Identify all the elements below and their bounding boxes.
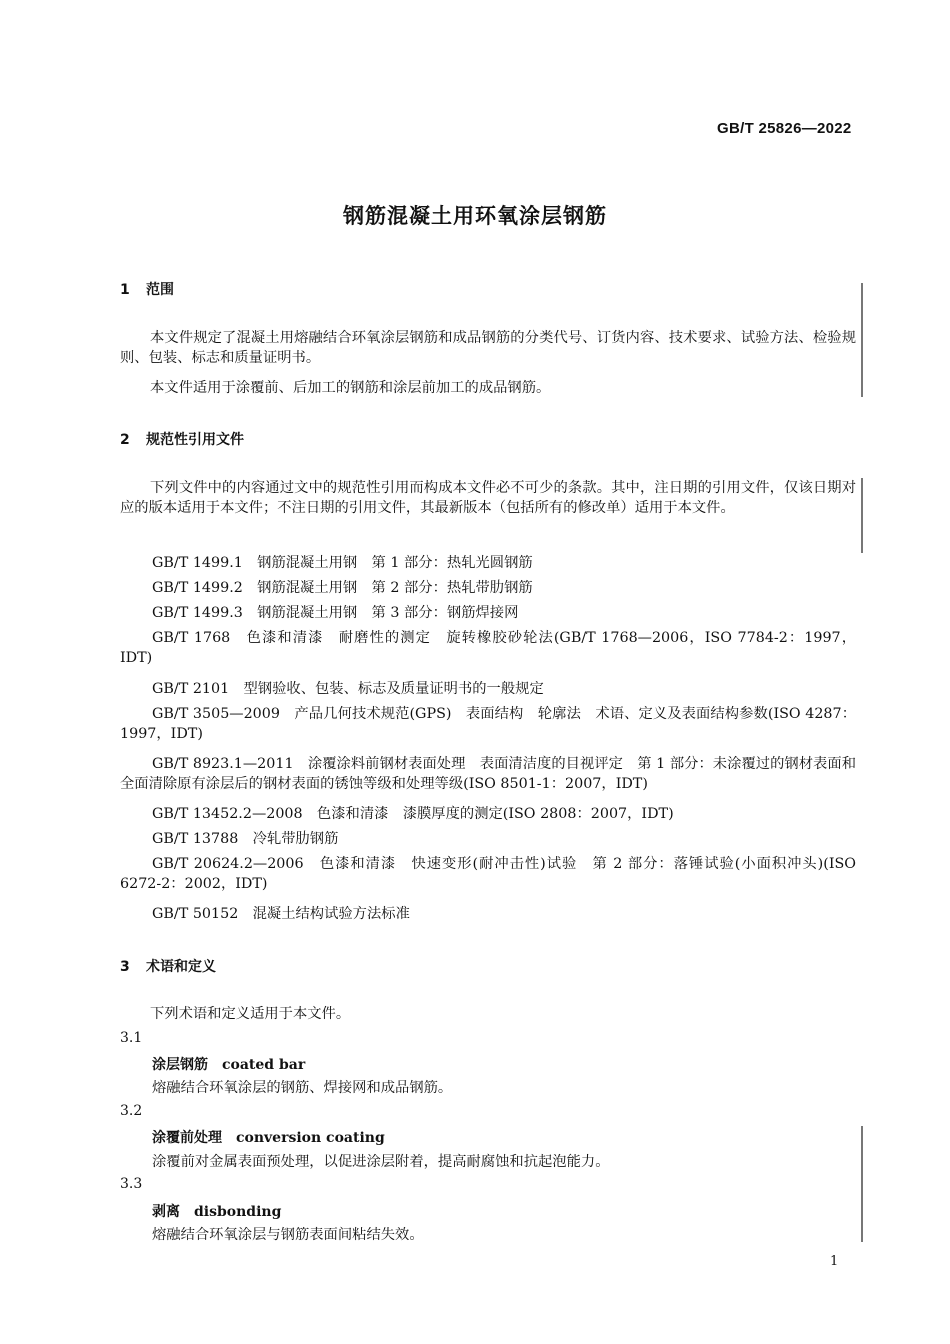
term-en: disbonding [194,1204,282,1220]
term-definition: 涂覆前对金属表面预处理，以促进涂层附着，提高耐腐蚀和抗起泡能力。 [152,1154,610,1170]
reference-item: GB/T 1499.3 钢筋混凝土用钢 第 3 部分：钢筋焊接网 [152,605,519,621]
normative-intro: 下列文件中的内容通过文中的规范性引用而构成本文件必不可少的条款。其中，注日期的引用文件，仅该日期对应的版本适用于本文件；不注日期的引用文件，其最新版本（包括所有的修改单）适用于本文件。 [120,480,856,516]
terms-intro: 下列术语和定义适用于本文件。 [150,1006,351,1022]
term-en: coated bar [222,1057,306,1073]
reference-item: GB/T 13452.2—2008 色漆和清漆 漆膜厚度的测定(ISO 2808：2007，IDT) [152,806,674,822]
reference-item: GB/T 1499.2 钢筋混凝土用钢 第 2 部分：热轧带肋钢筋 [152,580,533,596]
reference-item: GB/T 50152 混凝土结构试验方法标准 [152,906,410,922]
section-2-heading [120,429,244,449]
reference-item: GB/T 2101 型钢验收、包装、标志及质量证明书的一般规定 [152,681,544,697]
document-title: 钢筋混凝土用环氧涂层钢筋 [343,204,607,228]
term-heading [152,1054,305,1074]
reference-item: GB/T 13788 冷轧带肋钢筋 [152,831,339,847]
term-number: 3.3 [120,1176,143,1192]
page-number: 1 [830,1254,839,1269]
term-zh: 剥离 [152,1204,180,1220]
term-zh: 涂覆前处理 [152,1130,222,1146]
term-number: 3.2 [120,1103,143,1119]
revision-bar-2 [861,478,863,553]
reference-item: GB/T 20624.2—2006 色漆和清漆 快速变形(耐冲击性)试验 第 2 部分：落锤试验(小面积冲头)(ISO 6272-2：2002，IDT) [120,856,856,892]
reference-item: GB/T 8923.1—2011 涂覆涂料前钢材表面处理 表面清洁度的目视评定 第 1 部分：未涂覆过的钢材表面和全面清除原有涂层后的钢材表面的锈蚀等级和处理等级(ISO 8501-1：2007，IDT) [120,756,856,792]
section-number: 2 [120,432,130,448]
term-number: 3.1 [120,1030,143,1046]
term-definition: 熔融结合环氧涂层与钢筋表面间粘结失效。 [152,1227,424,1243]
term-heading [152,1201,281,1221]
section-3-heading [120,956,216,976]
section-1-heading [120,279,174,299]
reference-item: GB/T 1499.1 钢筋混凝土用钢 第 1 部分：热轧光圆钢筋 [152,555,533,571]
revision-bar-3 [861,1126,863,1242]
reference-item: GB/T 3505—2009 产品几何技术规范(GPS) 表面结构 轮廓法 术语、定义及表面结构参数(ISO 4287：1997，IDT) [120,706,856,742]
scope-paragraph-1: 本文件规定了混凝土用熔融结合环氧涂层钢筋和成品钢筋的分类代号、订货内容、技术要求、试验方法、检验规则、包装、标志和质量证明书。 [120,330,856,366]
scope-paragraph-2: 本文件适用于涂覆前、后加工的钢筋和涂层前加工的成品钢筋。 [150,380,551,396]
term-zh: 涂层钢筋 [152,1057,208,1073]
term-heading [152,1127,385,1147]
reference-item: GB/T 1768 色漆和清漆 耐磨性的测定 旋转橡胶砂轮法(GB/T 1768—2006，ISO 7784-2：1997，IDT) [120,630,856,666]
section-title: 范围 [146,282,174,298]
section-number: 3 [120,959,130,975]
section-number: 1 [120,282,130,298]
revision-bar-1 [861,283,863,397]
section-title: 术语和定义 [146,959,216,975]
term-en: conversion coating [236,1130,385,1146]
section-title: 规范性引用文件 [146,432,244,448]
term-definition: 熔融结合环氧涂层的钢筋、焊接网和成品钢筋。 [152,1080,453,1096]
standard-code: GB/T 25826—2022 [717,120,852,137]
